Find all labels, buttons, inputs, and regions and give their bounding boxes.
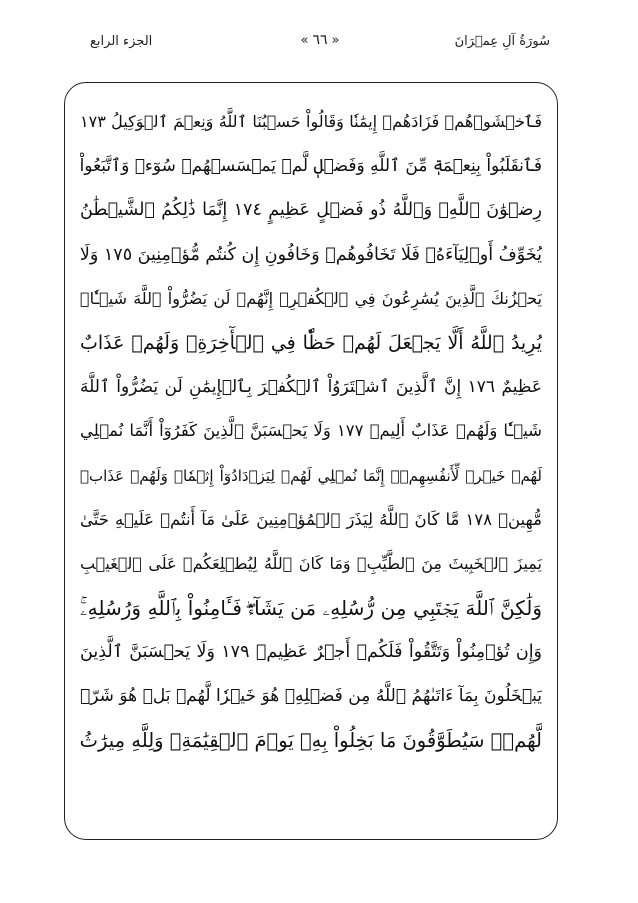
ornament-right-icon: » xyxy=(331,32,340,48)
juz-name: الجزء الرابع xyxy=(90,34,153,49)
surah-name: سُورَةُ آلِ عِمۡرَانَ xyxy=(454,34,550,49)
text-line: فَٱنقَلَبُواْ بِنِعۡمَةٖ مِّنَ ٱللَّهِ وَفَضۡلٖ لَّمۡ يَمۡسَسۡهُمۡ سُوٓءٞ وَٱتَّبَعُواْ xyxy=(80,156,542,177)
text-line: يَحۡزُنكَ ٱلَّذِينَ يُسَٰرِعُونَ فِي ٱلۡكُفۡرِۚ إِنَّهُمۡ لَن يَضُرُّواْ ٱللَّهَ شَيۡـٔٗاۗ xyxy=(80,288,542,308)
text-line: عَظِيمٌ ١٧٦ إِنَّ ٱلَّذِينَ ٱشۡتَرَوُاْ ٱلۡكُفۡرَ بِٱلۡإِيمَٰنِ لَن يَضُرُّواْ ٱللَّهَ xyxy=(80,377,542,398)
text-line: رِضۡوَٰنَ ٱللَّهِۗ وَٱللَّهُ ذُو فَضۡلٍ عَظِيمٍ ١٧٤ إِنَّمَا ذَٰلِكُمُ ٱلشَّيۡطَٰنُ xyxy=(80,200,542,221)
page-header xyxy=(60,28,580,68)
page-number: ٦٦ xyxy=(312,32,328,48)
page-number-box xyxy=(301,32,340,48)
text-line: فَٱخۡشَوۡهُمۡ فَزَادَهُمۡ إِيمَٰنٗا وَقَالُواْ حَسۡبُنَا ٱللَّهُ وَنِعۡمَ ٱلۡوَكِيلُ ١٧٣ xyxy=(80,112,542,131)
text-line: يُرِيدُ ٱللَّهُ أَلَّا يَجۡعَلَ لَهُمۡ حَظّٗا فِي ٱلۡأٓخِرَةِۖ وَلَهُمۡ عَذَابٌ xyxy=(80,331,542,354)
text-line: شَيۡـٔٗا وَلَهُمۡ عَذَابٌ أَلِيمٞ ١٧٧ وَلَا يَحۡسَبَنَّ ٱلَّذِينَ كَفَرُوٓاْ أَنَّمَا نُمۡلِي xyxy=(80,421,542,441)
ornament-left-icon: « xyxy=(300,32,309,48)
text-line: لَهُمۡ خَيۡرٞ لِّأَنفُسِهِمۡۚ إِنَّمَا نُمۡلِي لَهُمۡ لِيَزۡدَادُوٓاْ إِثۡمٗاۖ وَلَهُمۡ عَذَابٞ xyxy=(80,466,542,485)
quran-text xyxy=(80,100,542,763)
text-line: يَمِيزَ ٱلۡخَبِيثَ مِنَ ٱلطَّيِّبِۗ وَمَا كَانَ ٱللَّهُ لِيُطۡلِعَكُمۡ عَلَى ٱلۡغَيۡبِ xyxy=(80,553,542,573)
text-line: وَإِن تُؤۡمِنُواْ وَتَتَّقُواْ فَلَكُمۡ أَجۡرٌ عَظِيمٞ ١٧٩ وَلَا يَحۡسَبَنَّ ٱلَّذِينَ xyxy=(80,642,542,663)
text-line: وَلَٰكِنَّ ٱللَّهَ يَجۡتَبِي مِن رُّسُلِهِۦ مَن يَشَآءُۖ فَـَٔامِنُواْ بِٱللَّهِ وَرُسُلِهِۦۚ xyxy=(80,596,542,621)
text-line: لَّهُمۡۖ سَيُطَوَّقُونَ مَا بَخِلُواْ بِهِۦ يَوۡمَ ٱلۡقِيَٰمَةِۗ وَلِلَّهِ مِيرَٰثُ xyxy=(80,728,542,752)
text-line: يَبۡخَلُونَ بِمَآ ءَاتَىٰهُمُ ٱللَّهُ مِن فَضۡلِهِۦ هُوَ خَيۡرٗا لَّهُمۖ بَلۡ هُوَ شَرّٞ xyxy=(80,686,542,707)
text-line: يُخَوِّفُ أَوۡلِيَآءَهُۥ فَلَا تَخَافُوهُمۡ وَخَافُونِ إِن كُنتُم مُّؤۡمِنِينَ ١٧٥ وَلَا xyxy=(80,244,542,265)
text-line: مُّهِينٞ ١٧٨ مَّا كَانَ ٱللَّهُ لِيَذَرَ ٱلۡمُؤۡمِنِينَ عَلَىٰ مَآ أَنتُمۡ عَلَيۡهِ حَتَّىٰ xyxy=(80,509,542,529)
